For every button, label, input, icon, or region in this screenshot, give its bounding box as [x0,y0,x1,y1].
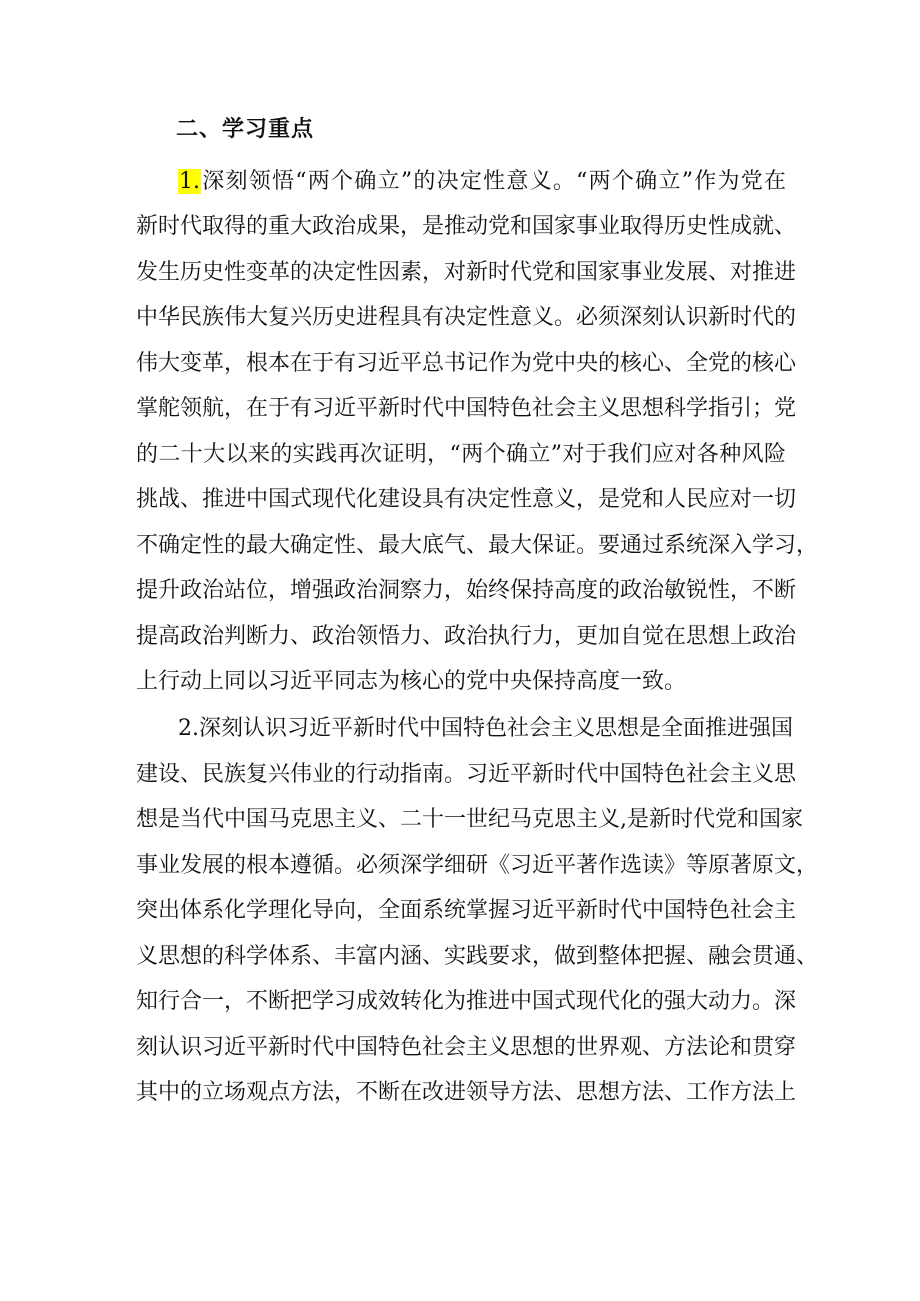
paragraph-line: 上行动上同以习近平同志为核心的党中央保持高度一致。 [136,669,687,694]
paragraph-line: 突出体系化学理化导向，全面系统掌握习近平新时代中国特色社会主 [136,898,797,923]
paragraph-line: 中华民族伟大复兴历史进程具有决定性意义。必须深刻认识新时代的 [136,305,797,330]
paragraph-line: 新时代取得的重大政治成果，是推动党和国家事业取得历史性成就、 [136,214,797,239]
highlighted-number: 1. [179,169,200,194]
paragraph-line: 提升政治站位，增强政治洞察力，始终保持高度的政治敏锐性，不断 [136,578,797,603]
paragraph-line: 刻认识习近平新时代中国特色社会主义思想的世界观、方法论和贯穿 [136,1035,797,1060]
paragraph-line: 不确定性的最大确定性、最大底气、最大保证。要通过系统深入学习， [136,533,819,558]
paragraph-line: 发生历史性变革的决定性因素，对新时代党和国家事业发展、对推进 [136,260,797,285]
paragraph-line: 2.深刻认识习近平新时代中国特色社会主义思想是全面推进强国 [178,716,793,741]
paragraph-line: 想是当代中国马克思主义、二十一世纪马克思主义,是新时代党和国家 [136,807,803,832]
paragraph-line: 建设、民族复兴伟业的行动指南。习近平新时代中国特色社会主义思 [136,762,797,787]
paragraph-line: 义思想的科学体系、丰富内涵、实践要求，做到整体把握、融会贯通、 [136,944,819,969]
paragraph-line: 挑战、推进中国式现代化建设具有决定性意义，是党和人民应对一切 [136,487,797,512]
paragraph-line: 1.深刻领悟“两个确立”的决定性意义。“两个确立”作为党在 [179,169,786,194]
paragraph-line: 掌舵领航，在于有习近平新时代中国特色社会主义思想科学指引；党 [136,396,797,421]
section-heading: 二、学习重点 [176,117,315,142]
paragraph-line: 知行合一，不断把学习成效转化为推进中国式现代化的强大动力。深 [136,989,797,1014]
paragraph-line: 提高政治判断力、政治领悟力、政治执行力，更加自觉在思想上政治 [136,624,797,649]
paragraph-line: 的二十大以来的实践再次证明，“两个确立”对于我们应对各种风险 [136,442,786,467]
paragraph-line: 伟大变革，根本在于有习近平总书记作为党中央的核心、全党的核心 [136,351,797,376]
paragraph-line: 其中的立场观点方法，不断在改进领导方法、思想方法、工作方法上 [136,1080,797,1105]
paragraph-line: 事业发展的根本遵循。必须深学细研《习近平著作选读》等原著原文， [136,853,819,878]
